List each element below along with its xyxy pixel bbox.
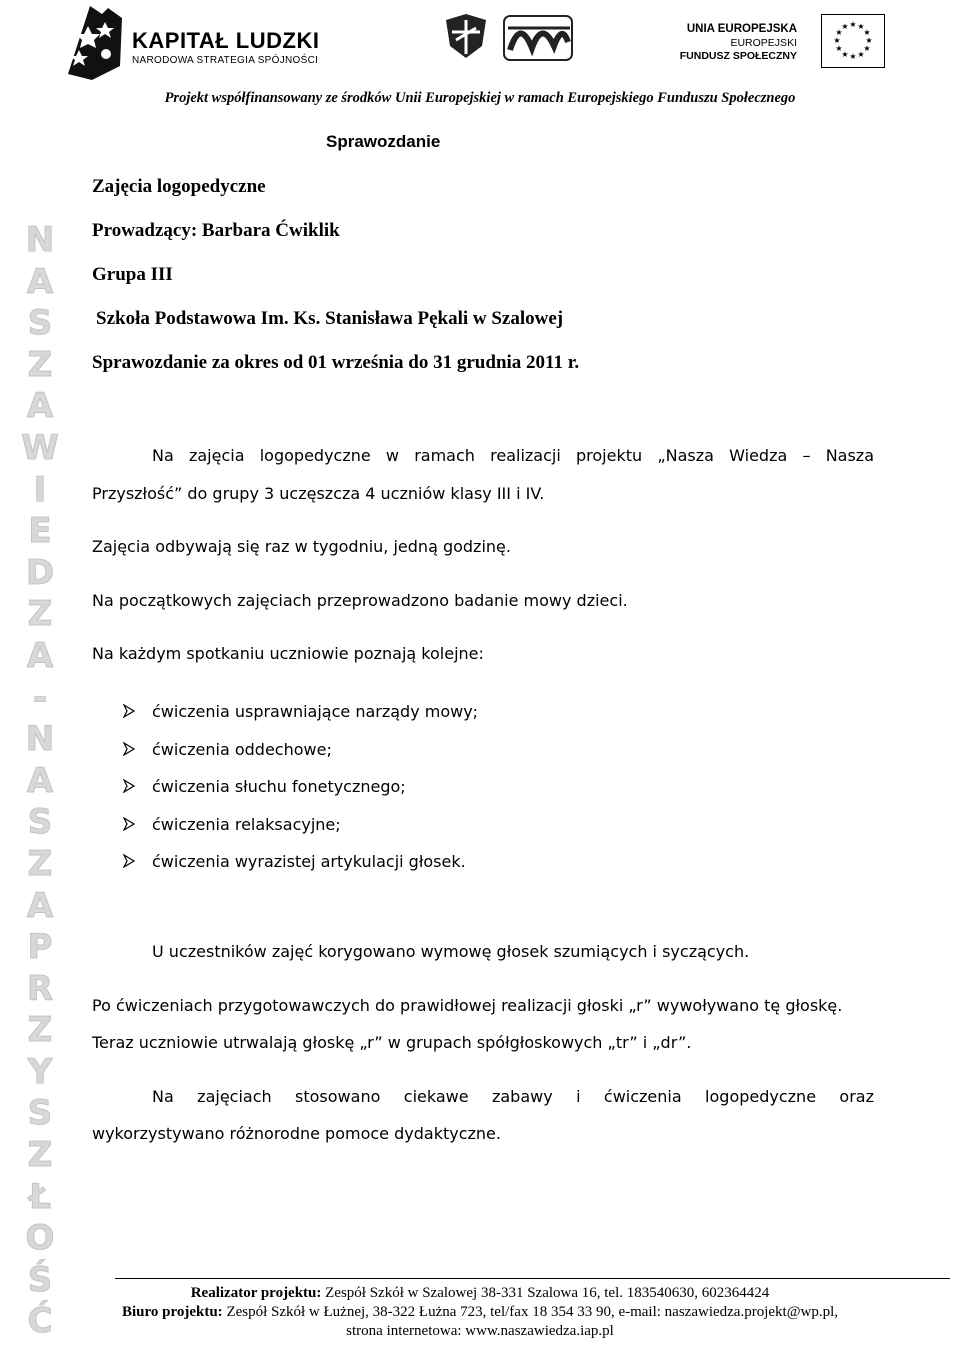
- vertical-letter: D: [25, 552, 55, 593]
- arrow-bullet-icon: [122, 806, 142, 844]
- vertical-project-name: [10, 220, 70, 1343]
- svg-text:★: ★: [835, 28, 843, 37]
- vertical-letter: Ć: [27, 1301, 53, 1342]
- kapital-ludzki-title: KAPITAŁ LUDZKI: [132, 28, 320, 53]
- vertical-letter: A: [26, 635, 54, 676]
- eu-logo: [679, 14, 885, 70]
- arrow-bullet-icon: [122, 693, 142, 731]
- vertical-letter: S: [27, 1093, 53, 1134]
- paragraph-6-line-2: Teraz uczniowie utrwalają głoskę „r” w grupach spółgłoskowych „tr” i „dr”.: [92, 1033, 692, 1052]
- vertical-letter: P: [27, 927, 53, 968]
- page-header: [0, 0, 960, 90]
- document-title: Sprawozdanie: [326, 132, 441, 151]
- cofinancing-note: Projekt współfinansowany ze środków Unii Europejskiej w ramach Europejskiego Funduszu Społecznego: [164, 90, 796, 106]
- footer-realizator-text: Zespół Szkół w Szalowej 38-331 Szalowa 16, tel. 183540630, 602364424: [321, 1285, 770, 1301]
- svg-text:★: ★: [841, 22, 849, 31]
- paragraph-7-line-1: Na zajęciach stosowano ciekawe zabawy i ćwiczenia logopedyczne oraz: [152, 1086, 874, 1106]
- kapital-ludzki-emblem-icon: [62, 4, 132, 82]
- group-line: Grupa III: [92, 264, 173, 285]
- vertical-letter: -: [32, 677, 48, 718]
- kapital-ludzki-subtitle: NARODOWA STRATEGIA SPÓJNOŚCI: [132, 55, 319, 66]
- svg-text:★: ★: [849, 20, 857, 29]
- svg-text:★: ★: [863, 44, 871, 53]
- vertical-letter: Z: [27, 1010, 53, 1051]
- vertical-letter: Ś: [27, 1259, 53, 1300]
- svg-text:★: ★: [835, 44, 843, 53]
- report-body: [92, 437, 874, 673]
- svg-text:★: ★: [849, 52, 857, 61]
- paragraph-4: Na każdym spotkaniu uczniowie poznają kolejne:: [92, 644, 484, 663]
- vertical-letter: I: [33, 469, 47, 510]
- paragraph-7-line-2: wykorzystywano różnorodne pomoce dydaktyczne.: [92, 1124, 501, 1143]
- paragraph-1-line-1: Na zajęcia logopedyczne w ramach realizacji projektu „Nasza Wiedza – Nasza: [152, 446, 874, 465]
- footer-line-1: [0, 1284, 960, 1303]
- vertical-letter: Y: [27, 1051, 53, 1092]
- vertical-letter: O: [25, 1218, 55, 1259]
- vertical-letter: A: [26, 386, 54, 427]
- footer-realizator-label: Realizator projektu:: [190, 1285, 322, 1301]
- vertical-letter: R: [26, 968, 54, 1009]
- vertical-letter: W: [21, 427, 59, 468]
- eu-line2: EUROPEJSKI: [730, 37, 797, 49]
- svg-text:★: ★: [841, 50, 849, 59]
- paragraph-1-line-2: Przyszłość” do grupy 3 uczęszcza 4 uczniów klasy III i IV.: [92, 483, 545, 503]
- footer-website: strona internetowa: www.naszawiedza.iap.pl: [346, 1323, 614, 1339]
- vertical-letter: Ł: [29, 1176, 51, 1217]
- list-item: ćwiczenia relaksacyjne;: [122, 806, 478, 844]
- list-item: ćwiczenia wyrazistej artykulacji głosek.: [122, 843, 478, 881]
- report-body-continued: [92, 933, 874, 1153]
- page-footer: [0, 1284, 960, 1341]
- paragraph-5: U uczestników zajęć korygowano wymowę głosek szumiących i syczących.: [152, 942, 750, 961]
- vertical-letter: S: [27, 303, 53, 344]
- paragraph-6-line-1: Po ćwiczeniach przygotowawczych do prawidłowej realizacji głoski „r” wywoływano tę głoskę.: [92, 995, 843, 1015]
- vertical-letter: E: [28, 511, 52, 552]
- arrow-bullet-icon: [122, 731, 142, 769]
- svg-text:★: ★: [863, 28, 871, 37]
- project-logos: [442, 10, 577, 65]
- list-item: ćwiczenia oddechowe;: [122, 731, 478, 769]
- vertical-letter: A: [26, 885, 54, 926]
- vertical-letter: A: [26, 261, 54, 302]
- vertical-letter: Z: [27, 843, 53, 884]
- school-logos-icon: [442, 10, 577, 65]
- eu-flag-icon: [821, 14, 885, 68]
- kapital-ludzki-logo: [62, 4, 322, 82]
- svg-text:★: ★: [833, 36, 841, 45]
- footer-office-label: Biuro projektu:: [121, 1304, 223, 1320]
- paragraph-3: Na początkowych zajęciach przeprowadzono badanie mowy dzieci.: [92, 590, 628, 610]
- vertical-letter: N: [25, 220, 55, 260]
- school-line: Szkoła Podstawowa Im. Ks. Stanisława Pękali w Szalowej: [96, 308, 564, 329]
- exercise-list: [122, 693, 478, 881]
- vertical-letter: Z: [27, 344, 53, 385]
- list-item: ćwiczenia usprawniające narządy mowy;: [122, 693, 478, 731]
- vertical-letter: Z: [27, 1135, 53, 1176]
- arrow-bullet-icon: [122, 768, 142, 806]
- eu-line1: UNIA EUROPEJSKA: [686, 23, 797, 35]
- period-line: Sprawozdanie za okres od 01 września do 31 grudnia 2011 r.: [92, 352, 580, 373]
- vertical-letter: N: [25, 719, 55, 760]
- list-item: ćwiczenia słuchu fonetycznego;: [122, 768, 478, 806]
- eu-line3: FUNDUSZ SPOŁECZNY: [679, 50, 797, 62]
- svg-text:★: ★: [857, 50, 865, 59]
- footer-office-text: Zespół Szkół w Łużnej, 38-322 Łużna 723, tel/fax 18 354 33 90, e-mail: naszawiedza.projekt@wp.pl,: [222, 1304, 839, 1320]
- footer-divider: [115, 1278, 950, 1279]
- subject-line: Zajęcia logopedyczne: [92, 176, 266, 197]
- svg-text:★: ★: [865, 36, 873, 45]
- footer-line-2: [0, 1303, 960, 1322]
- vertical-letter: Z: [27, 594, 53, 635]
- teacher-line: Prowadzący: Barbara Ćwiklik: [92, 220, 340, 241]
- vertical-letter: A: [26, 760, 54, 801]
- svg-text:★: ★: [857, 22, 865, 31]
- arrow-bullet-icon: [122, 843, 142, 881]
- vertical-letter: S: [27, 802, 53, 843]
- paragraph-2: Zajęcia odbywają się raz w tygodniu, jedną godzinę.: [92, 537, 511, 556]
